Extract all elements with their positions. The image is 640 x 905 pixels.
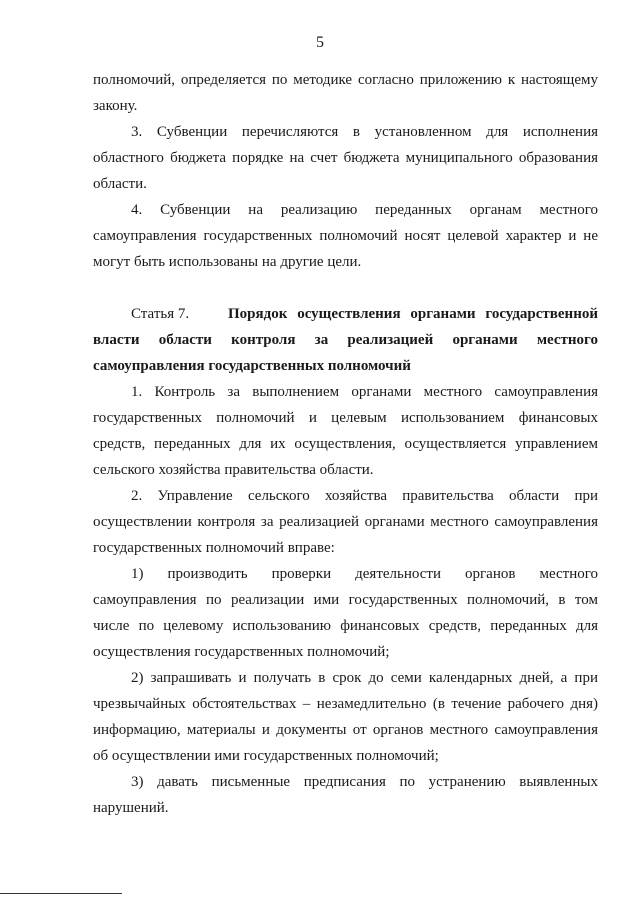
text-line: области. (93, 176, 147, 192)
text-line: государственных полномочий и целевым использованием финансовых (93, 410, 598, 426)
text-line: 1. Контроль за выполнением органами местного самоуправления (131, 384, 598, 400)
text-line: 2. Управление сельского хозяйства правительства области при (131, 488, 598, 504)
page-number: 5 (316, 34, 324, 51)
text-line: сельского хозяйства правительства области. (93, 462, 374, 478)
text-line: 3) давать письменные предписания по устранению выявленных (131, 774, 598, 790)
text-line: самоуправления государственных полномочий носят целевой характер и не (93, 228, 598, 244)
text-line: закону. (93, 98, 138, 114)
text-line: осуществления государственных полномочий; (93, 644, 390, 660)
article-title-part: самоуправления государственных полномочий (93, 358, 411, 374)
text-line: средств, переданных для их осуществления, осуществляется управлением (93, 436, 598, 452)
article-number: Статья 7. (131, 306, 190, 322)
text-line: 3. Субвенции перечисляются в установленном для исполнения (131, 124, 598, 140)
text-line: 2) запрашивать и получать в срок до семи календарных дней, а при (131, 670, 598, 686)
text-line: 1) производить проверки деятельности органов местного (131, 566, 598, 582)
text-line: нарушений. (93, 800, 169, 816)
text-line: 4. Субвенции на реализацию переданных органам местного (131, 202, 598, 218)
text-line: информацию, материалы и документы от органов местного самоуправления (93, 722, 598, 738)
text-line: об осуществлении ими государственных полномочий; (93, 748, 439, 764)
text-line: самоуправления по реализации ими государственных полномочий, в том (93, 592, 598, 608)
article-title-part: власти области контроля за реализацией органами местного (93, 332, 598, 348)
text-line: полномочий, определяется по методике согласно приложению к настоящему (93, 72, 598, 88)
text-line: чрезвычайных обстоятельствах – незамедлительно (в течение рабочего дня) (93, 696, 598, 712)
text-line: могут быть использованы на другие цели. (93, 254, 362, 270)
article-title-part: Порядок осуществления органами государственной (228, 306, 598, 322)
text-line: государственных полномочий вправе: (93, 540, 335, 556)
text-line: осуществлении контроля за реализацией органами местного самоуправления (93, 514, 598, 530)
text-line: областного бюджета порядке на счет бюджета муниципального образования (93, 150, 598, 166)
article-heading-first-line (131, 305, 598, 323)
footnote-divider (0, 893, 122, 894)
text-line: числе по целевому использованию финансовых средств, переданных для (93, 618, 598, 634)
